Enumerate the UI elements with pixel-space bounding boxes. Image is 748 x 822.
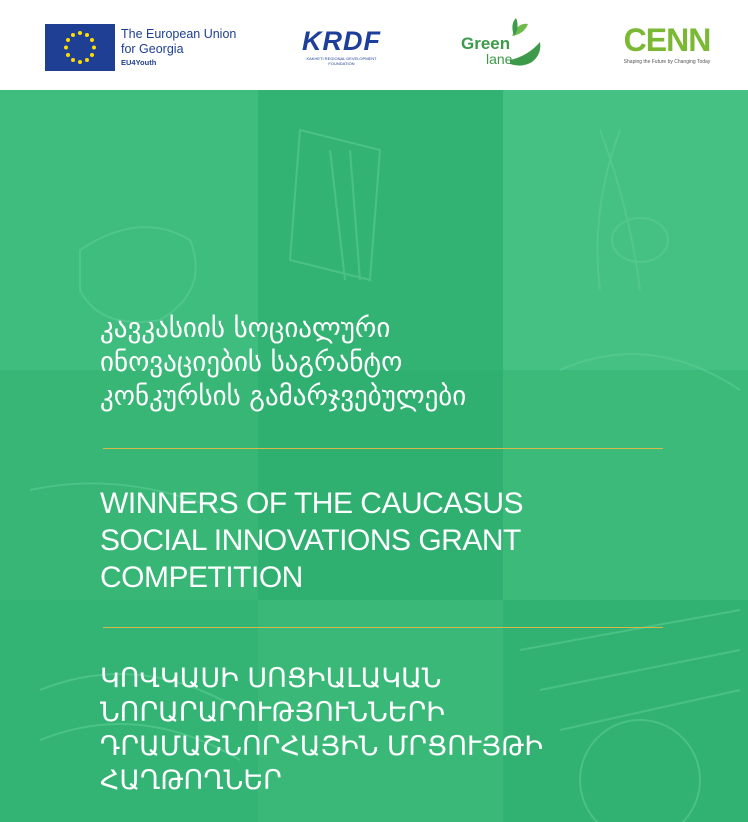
cenn-mark: CENN xyxy=(623,22,711,58)
title-armenian-line: ԴՐԱՄԱՇՆՈՐՀԱՅԻՆ ՄՐՑՈՒՅԹԻ xyxy=(100,731,543,762)
eu-name-line1: The European Union xyxy=(121,26,237,41)
green-lane-logo xyxy=(458,16,546,72)
eu-name-line2: for Georgia xyxy=(121,41,184,56)
eu-flag-icon xyxy=(45,24,115,71)
title-georgian xyxy=(100,312,466,414)
divider-line xyxy=(103,627,663,628)
title-english xyxy=(100,485,523,596)
title-georgian-line: კონკურსის გამარჯვებულები xyxy=(100,381,467,412)
title-georgian-line: ინოვაციების საგრანტო xyxy=(100,347,403,378)
cenn-tagline: Shaping the Future by Changing Today xyxy=(623,59,711,65)
title-armenian-line: ՆՈՐԱՐԱՐՈՒԹՅՈՒՆՆԵՐԻ xyxy=(100,697,445,728)
title-armenian-line: ՀԱՂԹՈՂՆԵՐ xyxy=(100,765,282,796)
cenn-logo xyxy=(616,22,718,66)
green-lane-word2: lane xyxy=(486,51,513,67)
title-armenian-line: ԿՈՎԿԱՍԻ ՍՈՑԻԱԼԱԿԱՆ xyxy=(100,663,442,694)
eu-logo xyxy=(45,24,236,71)
krdf-mark: KRDF xyxy=(302,26,381,56)
eu4youth-label: EU4Youth xyxy=(121,57,157,67)
title-georgian-line: კავკასიის სოციალური xyxy=(100,313,391,344)
krdf-subtitle: KAKHETI REGIONAL DEVELOPMENT FOUNDATION xyxy=(306,56,377,66)
logo-bar xyxy=(0,0,748,90)
title-english-line: COMPETITION xyxy=(100,561,303,594)
title-english-line: SOCIAL INNOVATIONS GRANT xyxy=(100,524,521,557)
krdf-logo xyxy=(294,26,389,66)
divider-line xyxy=(103,448,663,449)
title-english-line: WINNERS OF THE CAUCASUS xyxy=(100,487,523,520)
green-lane-word1: Green xyxy=(461,34,511,53)
title-armenian xyxy=(100,662,543,798)
